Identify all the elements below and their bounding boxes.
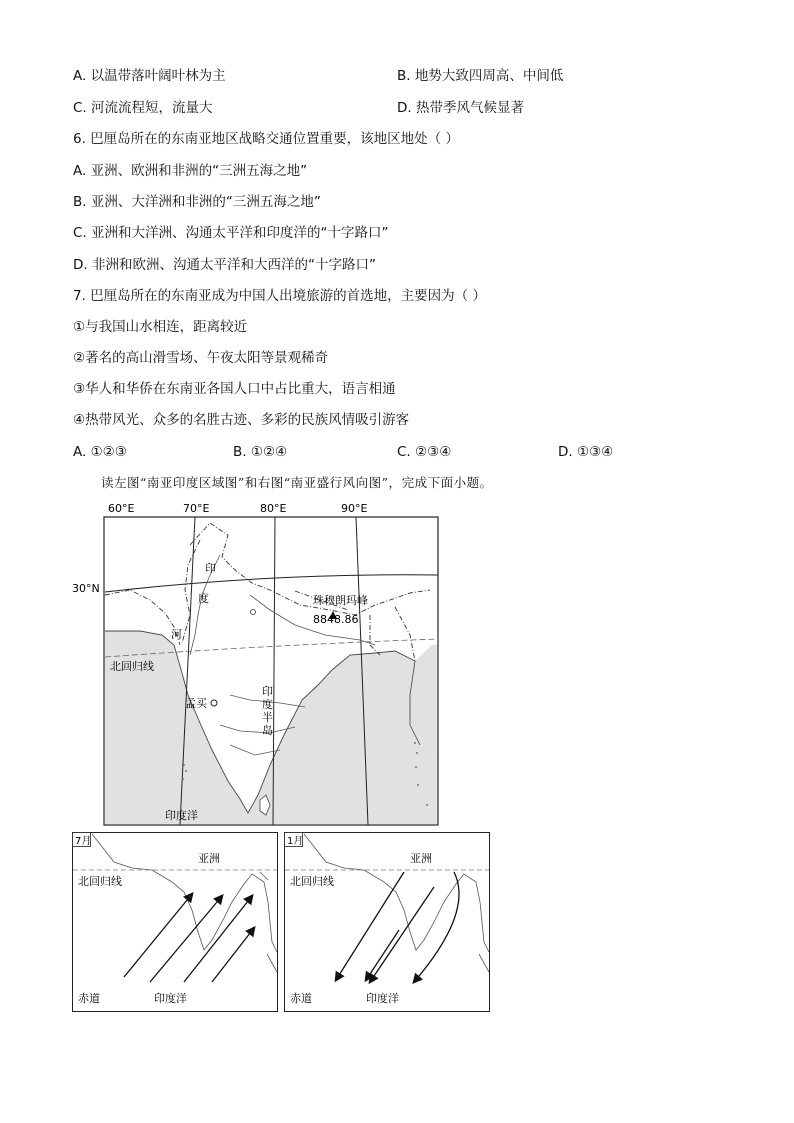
july-map-frame (73, 833, 278, 1012)
peninsula-label-1: 印 (262, 685, 273, 698)
q6-stem: 6. 巴厘岛所在的东南亚地区战略交通位置重要，该地区地处（ ） (73, 131, 459, 147)
peak-name: 珠穆朗玛峰 (313, 594, 368, 607)
july-month-label: 7月 (75, 836, 92, 847)
q5-option-d: D. 热带季风气候显著 (397, 100, 524, 116)
river-label-1: 印 (205, 562, 216, 575)
january-monsoon-map (284, 832, 490, 1016)
lat-label-30n: 30°N (72, 582, 100, 595)
river-label-2: 度 (198, 592, 209, 605)
january-month-label: 1月 (287, 836, 304, 847)
q7-statement-1: ①与我国山水相连，距离较近 (73, 319, 248, 335)
january-map-frame (285, 833, 490, 1012)
q7-stem: 7. 巴厘岛所在的东南亚成为中国人出境旅游的首选地，主要因为（ ） (73, 288, 486, 304)
q5-option-a: A. 以温带落叶阔叶林为主 (73, 68, 226, 84)
q7-option-a: A. ①②③ (73, 444, 127, 460)
map-instruction: 读左图“南亚印度区域图”和右图“南亚盛行风向图”，完成下面小题。 (101, 475, 493, 490)
peninsula-label-3: 半 (262, 711, 273, 724)
q5-option-b: B. 地势大致四周高、中间低 (397, 68, 564, 84)
july-tropic-label: 北回归线 (78, 875, 122, 888)
ocean-label: 印度洋 (165, 809, 198, 822)
q7-option-b: B. ①②④ (233, 444, 288, 460)
july-monsoon-map (72, 832, 278, 1016)
peak-height: 8848.86 (313, 613, 359, 626)
q7-option-c: C. ②③④ (397, 444, 452, 460)
july-equator-label: 赤道 (78, 992, 100, 1005)
january-tropic-label: 北回归线 (290, 875, 334, 888)
july-ocean-label: 印度洋 (154, 992, 187, 1005)
lon-label-60e: 60°E (108, 502, 135, 515)
river-label-3: 河 (171, 628, 182, 641)
january-ocean-label: 印度洋 (366, 992, 399, 1005)
south-asia-region-map (70, 495, 442, 834)
lon-label-80e: 80°E (260, 502, 287, 515)
q6-option-d: D. 非洲和欧洲、沟通太平洋和大西洋的“十字路口” (73, 257, 376, 273)
q6-option-a: A. 亚洲、欧洲和非洲的“三洲五海之地” (73, 163, 308, 179)
peninsula-label-4: 岛 (262, 724, 273, 737)
july-asia-label: 亚洲 (198, 852, 220, 865)
q6-option-b: B. 亚洲、大洋洲和非洲的“三洲五海之地” (73, 194, 321, 210)
q7-option-d: D. ①③④ (558, 444, 614, 460)
q7-statement-4: ④热带风光、众多的名胜古迹、多彩的民族风情吸引游客 (73, 412, 410, 428)
tropic-label: 北回归线 (110, 660, 154, 673)
peninsula-label-2: 度 (262, 698, 273, 711)
january-equator-label: 赤道 (290, 992, 312, 1005)
lon-label-70e: 70°E (183, 502, 210, 515)
city-label: 孟买 (185, 697, 207, 710)
q7-statement-2: ②著名的高山滑雪场、午夜太阳等景观稀奇 (73, 350, 329, 366)
january-asia-label: 亚洲 (410, 852, 432, 865)
city-marker (211, 700, 217, 706)
lon-label-90e: 90°E (341, 502, 368, 515)
q5-option-c: C. 河流流程短，流量大 (73, 100, 213, 116)
q7-statement-3: ③华人和华侨在东南亚各国人口中占比重大，语言相通 (73, 381, 396, 397)
q6-option-c: C. 亚洲和大洋洲、沟通太平洋和印度洋的“十字路口” (73, 225, 389, 241)
